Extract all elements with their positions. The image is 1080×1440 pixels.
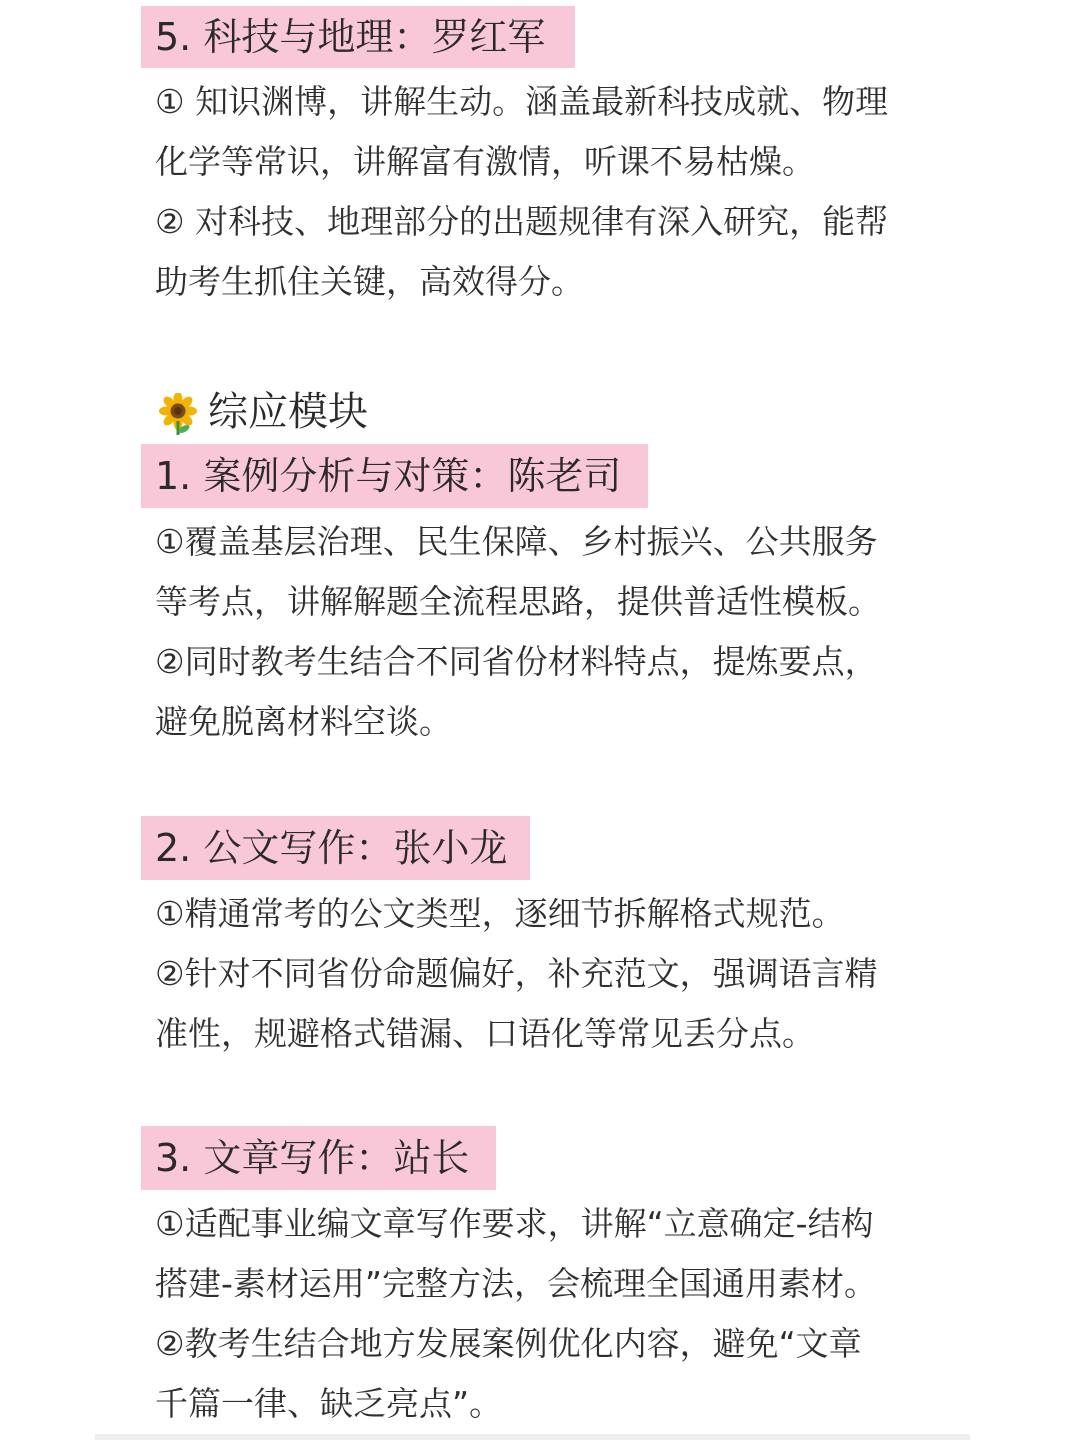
teacher-heading-tech-geography: 5. 科技与地理：罗红军 xyxy=(141,6,575,68)
sunflower-icon xyxy=(158,392,198,432)
text-line: 准性，规避格式错漏、口语化等常见丢分点。 xyxy=(155,1014,815,1053)
text-line: ①适配事业编文章写作要求，讲解“立意确定-结构 xyxy=(155,1204,874,1243)
module-title xyxy=(158,380,368,444)
teacher-heading-official-writing: 2. 公文写作：张小龙 xyxy=(141,816,530,880)
teacher-description-essay-writing xyxy=(155,1194,955,1434)
module-title-label: 综应模块 xyxy=(208,389,368,435)
text-line: 助考生抓住关键，高效得分。 xyxy=(155,262,584,301)
teacher-description-case-analysis xyxy=(155,512,955,752)
teacher-heading-case-analysis: 1. 案例分析与对策：陈老司 xyxy=(141,444,648,508)
text-line: ② 对科技、地理部分的出题规律有深入研究，能帮 xyxy=(155,202,889,241)
text-line: ②针对不同省份命题偏好，补充范文，强调语言精 xyxy=(155,954,878,993)
bottom-divider xyxy=(95,1434,970,1440)
text-line: 避免脱离材料空谈。 xyxy=(155,702,452,741)
text-line: 搭建-素材运用”完整方法，会梳理全国通用素材。 xyxy=(155,1264,878,1303)
teacher-description-tech-geography xyxy=(155,72,955,312)
text-line: ②教考生结合地方发展案例优化内容，避免“文章 xyxy=(155,1324,862,1363)
text-line: ①精通常考的公文类型，逐细节拆解格式规范。 xyxy=(155,894,845,933)
teacher-heading-essay-writing: 3. 文章写作：站长 xyxy=(141,1126,496,1190)
text-line: ②同时教考生结合不同省份材料特点，提炼要点， xyxy=(155,642,878,681)
text-line: 千篇一律、缺乏亮点”。 xyxy=(155,1384,503,1423)
text-line: 化学等常识，讲解富有激情，听课不易枯燥。 xyxy=(155,142,815,181)
text-line: ① 知识渊博，讲解生动。涵盖最新科技成就、物理 xyxy=(155,82,889,121)
text-line: 等考点，讲解解题全流程思路，提供普适性模板。 xyxy=(155,582,881,621)
teacher-description-official-writing xyxy=(155,884,955,1064)
text-line: ①覆盖基层治理、民生保障、乡村振兴、公共服务 xyxy=(155,522,878,561)
